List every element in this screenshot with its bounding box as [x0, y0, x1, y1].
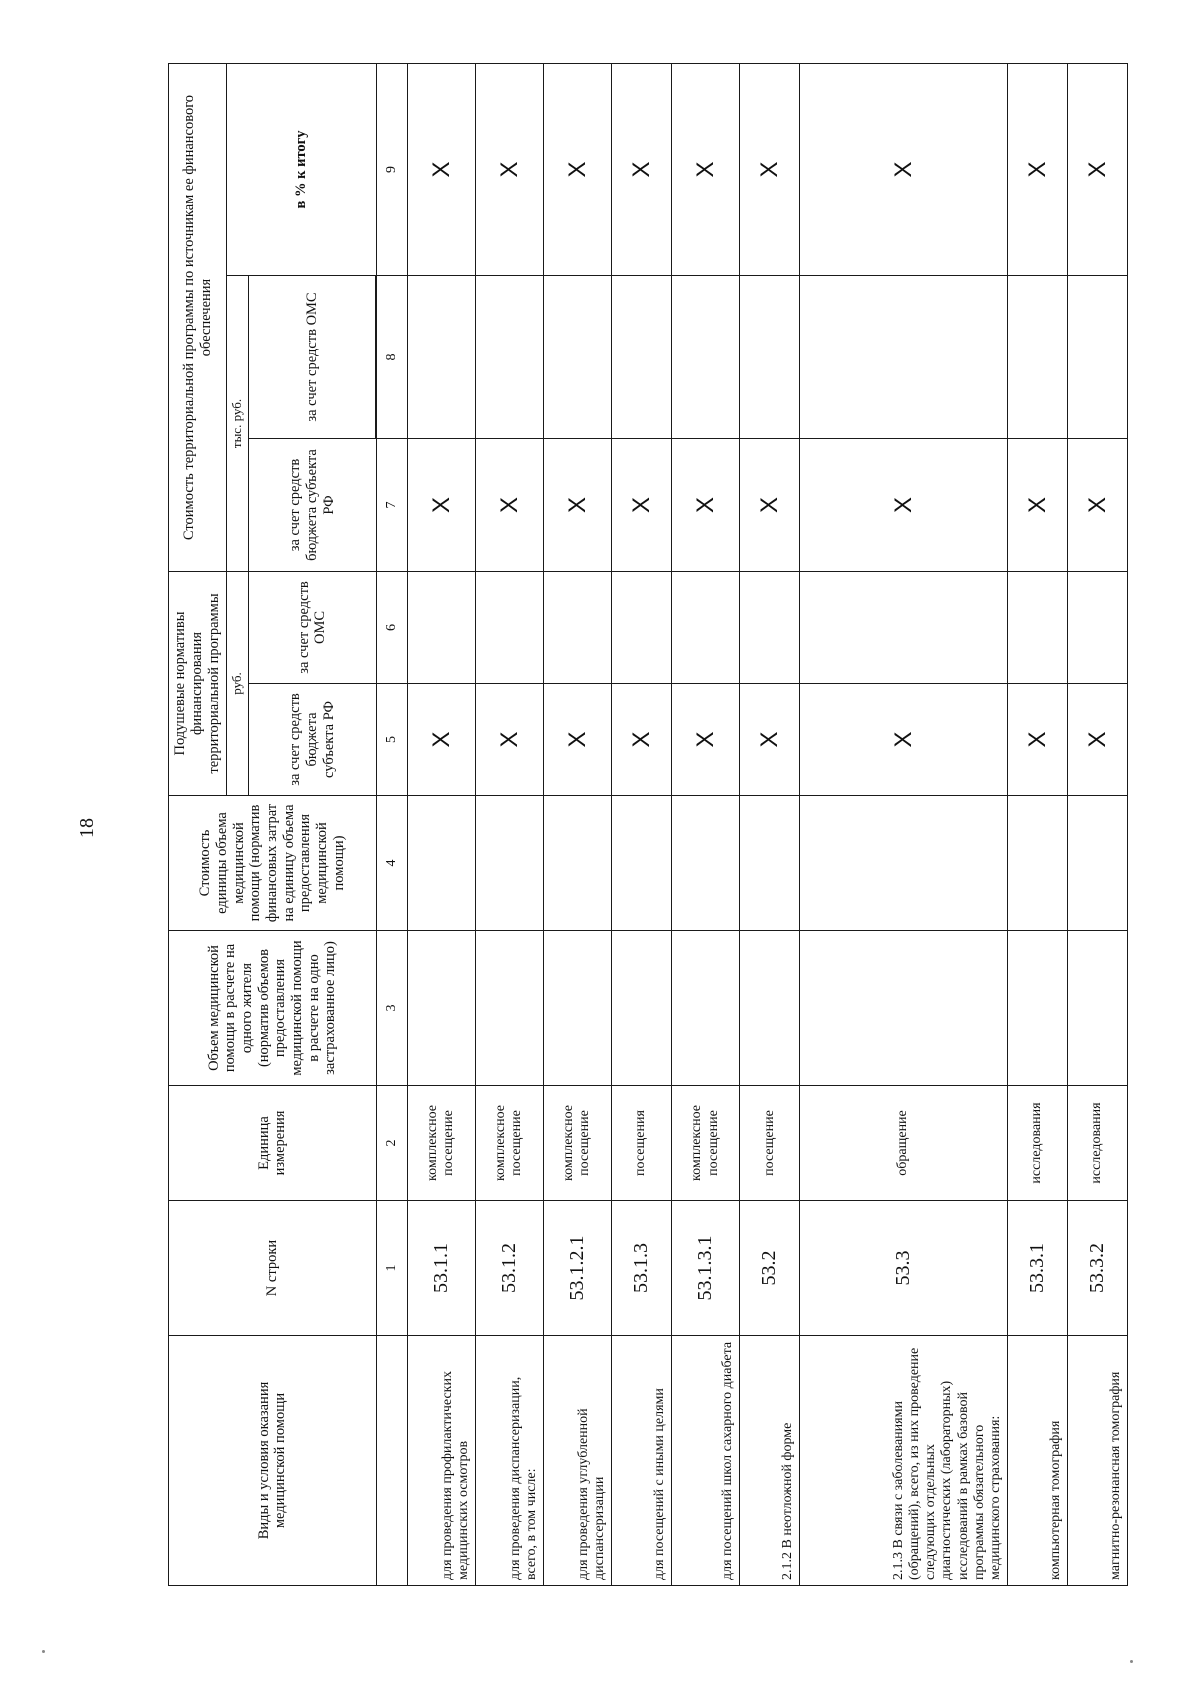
row-cost-budget: X — [672, 439, 740, 572]
row-volume — [740, 931, 800, 1086]
scan-speck — [42, 1650, 45, 1653]
header-percent: в % к итогу — [227, 64, 377, 276]
column-number: 3 — [376, 931, 407, 1086]
row-percent: X — [1067, 64, 1127, 276]
row-unit: комплексное посещение — [407, 1086, 475, 1201]
header-per-capita-oms: за счет средств ОМС — [248, 572, 376, 684]
row-cost-oms — [611, 276, 671, 439]
row-per-capita-budget: X — [407, 684, 475, 796]
row-volume — [672, 931, 740, 1086]
row-cost-oms — [475, 276, 543, 439]
row-per-capita-budget: X — [740, 684, 800, 796]
row-cost-oms — [1067, 276, 1127, 439]
table-row — [543, 64, 611, 1586]
row-unit-cost — [543, 796, 611, 931]
row-unit-cost — [1067, 796, 1127, 931]
column-number: 1 — [376, 1201, 407, 1336]
row-per-capita-budget: X — [672, 684, 740, 796]
column-number: 9 — [376, 64, 407, 276]
table-body — [407, 64, 1127, 1586]
row-per-capita-budget: X — [543, 684, 611, 796]
row-name: компьютерная томография — [1007, 1336, 1067, 1586]
row-per-capita-oms — [611, 572, 671, 684]
row-line-number: 53.2 — [740, 1201, 800, 1336]
row-name: для проведения диспансеризации, всего, в том числе: — [475, 1336, 543, 1586]
column-number: 5 — [376, 684, 407, 796]
row-cost-oms — [740, 276, 800, 439]
row-per-capita-budget: X — [1007, 684, 1067, 796]
header-program-cost-unit: тыс. руб. — [227, 276, 249, 572]
row-per-capita-oms — [407, 572, 475, 684]
row-name: 2.1.3 В связи с заболеваниями (обращений), всего, из них проведение следующих отдельных диагностических (лабораторных) исследований в рамках базовой программы обязательного медицинского страхования: — [800, 1336, 1008, 1586]
column-number: 6 — [376, 572, 407, 684]
row-line-number: 53.1.3.1 — [672, 1201, 740, 1336]
row-unit-cost — [740, 796, 800, 931]
header-per-capita: Подушевые нормативы финансирования территориальной программы — [169, 572, 227, 796]
header-volume: Объем медицинской помощи в расчете на одного жителя (норматив объемов предоставления медицинской помощи в расчете на одно застрахованное лицо) — [169, 931, 377, 1086]
row-cost-budget: X — [1007, 439, 1067, 572]
row-cost-budget: X — [800, 439, 1008, 572]
header-unit: Единица измерения — [169, 1086, 377, 1201]
row-line-number: 53.1.2 — [475, 1201, 543, 1336]
row-unit-cost — [800, 796, 1008, 931]
row-line-number: 53.3.2 — [1067, 1201, 1127, 1336]
row-unit-cost — [475, 796, 543, 931]
row-volume — [407, 931, 475, 1086]
row-volume — [611, 931, 671, 1086]
row-per-capita-oms — [740, 572, 800, 684]
column-number: 7 — [376, 439, 407, 572]
row-percent: X — [800, 64, 1008, 276]
table-row — [672, 64, 740, 1586]
column-number — [376, 1336, 407, 1586]
row-volume — [543, 931, 611, 1086]
header-types: Виды и условия оказания медицинской помощи — [169, 1336, 377, 1586]
row-name: для проведения углубленной диспансеризации — [543, 1336, 611, 1586]
row-name: для посещений с иными целями — [611, 1336, 671, 1586]
row-per-capita-budget: X — [800, 684, 1008, 796]
table-row — [475, 64, 543, 1586]
financing-table — [168, 63, 1128, 1586]
table-row — [800, 64, 1008, 1586]
row-name: магнитно-резонансная томография — [1067, 1336, 1127, 1586]
row-unit: комплексное посещение — [475, 1086, 543, 1201]
row-unit: исследования — [1007, 1086, 1067, 1201]
row-unit-cost — [672, 796, 740, 931]
row-percent: X — [1007, 64, 1067, 276]
row-line-number: 53.3.1 — [1007, 1201, 1067, 1336]
row-name: для проведения профилактических медицинских осмотров — [407, 1336, 475, 1586]
rotated-table-sheet — [168, 64, 1128, 1586]
row-cost-budget: X — [1067, 439, 1127, 572]
row-cost-oms — [543, 276, 611, 439]
row-line-number: 53.1.2.1 — [543, 1201, 611, 1336]
header-line-number: N строки — [169, 1201, 377, 1336]
row-unit-cost — [407, 796, 475, 931]
table-row — [740, 64, 800, 1586]
scan-speck — [1130, 1660, 1133, 1663]
row-cost-oms — [1007, 276, 1067, 439]
row-cost-budget: X — [407, 439, 475, 572]
row-cost-budget: X — [543, 439, 611, 572]
row-per-capita-budget: X — [475, 684, 543, 796]
row-unit: исследования — [1067, 1086, 1127, 1201]
header-cost: Стоимость единицы объема медицинской помощи (норматив финансовых затрат на единицу объема предоставления медицинской помощи) — [169, 796, 377, 931]
row-unit: комплексное посещение — [672, 1086, 740, 1201]
row-cost-oms — [800, 276, 1008, 439]
row-unit: посещения — [611, 1086, 671, 1201]
column-number: 8 — [376, 276, 407, 439]
table-row — [1007, 64, 1067, 1586]
row-cost-oms — [672, 276, 740, 439]
row-percent: X — [672, 64, 740, 276]
table-row — [407, 64, 475, 1586]
row-line-number: 53.1.3 — [611, 1201, 671, 1336]
header-cost-budget: за счет средств бюджета субъекта РФ — [248, 439, 376, 572]
row-volume — [800, 931, 1008, 1086]
table-row — [1067, 64, 1127, 1586]
row-percent: X — [543, 64, 611, 276]
row-percent: X — [475, 64, 543, 276]
row-cost-budget: X — [740, 439, 800, 572]
row-unit: комплексное посещение — [543, 1086, 611, 1201]
row-per-capita-oms — [1067, 572, 1127, 684]
header-cost-oms: за счет средств ОМС — [248, 276, 375, 439]
table-row — [611, 64, 671, 1586]
row-per-capita-oms — [475, 572, 543, 684]
header-program-cost: Стоимость территориальной программы по источникам ее финансового обеспечения — [169, 64, 227, 572]
row-unit: обращение — [800, 1086, 1008, 1201]
row-cost-budget: X — [475, 439, 543, 572]
row-per-capita-oms — [672, 572, 740, 684]
row-name: 2.1.2 В неотложной форме — [740, 1336, 800, 1586]
page-number: 18 — [76, 818, 98, 838]
row-unit-cost — [611, 796, 671, 931]
row-per-capita-budget: X — [611, 684, 671, 796]
column-number: 4 — [376, 796, 407, 931]
column-number-row — [376, 64, 407, 1586]
row-percent: X — [611, 64, 671, 276]
header-per-capita-unit: руб. — [227, 572, 249, 796]
header-per-capita-budget: за счет средств бюджета субъекта РФ — [248, 684, 376, 796]
row-percent: X — [407, 64, 475, 276]
row-volume — [475, 931, 543, 1086]
row-per-capita-oms — [1007, 572, 1067, 684]
row-per-capita-oms — [800, 572, 1008, 684]
row-volume — [1067, 931, 1127, 1086]
row-volume — [1007, 931, 1067, 1086]
row-line-number: 53.1.1 — [407, 1201, 475, 1336]
column-number: 2 — [376, 1086, 407, 1201]
row-cost-oms — [407, 276, 475, 439]
row-per-capita-budget: X — [1067, 684, 1127, 796]
row-line-number: 53.3 — [800, 1201, 1008, 1336]
row-per-capita-oms — [543, 572, 611, 684]
row-unit: посещение — [740, 1086, 800, 1201]
row-name: для посещений школ сахарного диабета — [672, 1336, 740, 1586]
row-unit-cost — [1007, 796, 1067, 931]
row-cost-budget: X — [611, 439, 671, 572]
row-percent: X — [740, 64, 800, 276]
